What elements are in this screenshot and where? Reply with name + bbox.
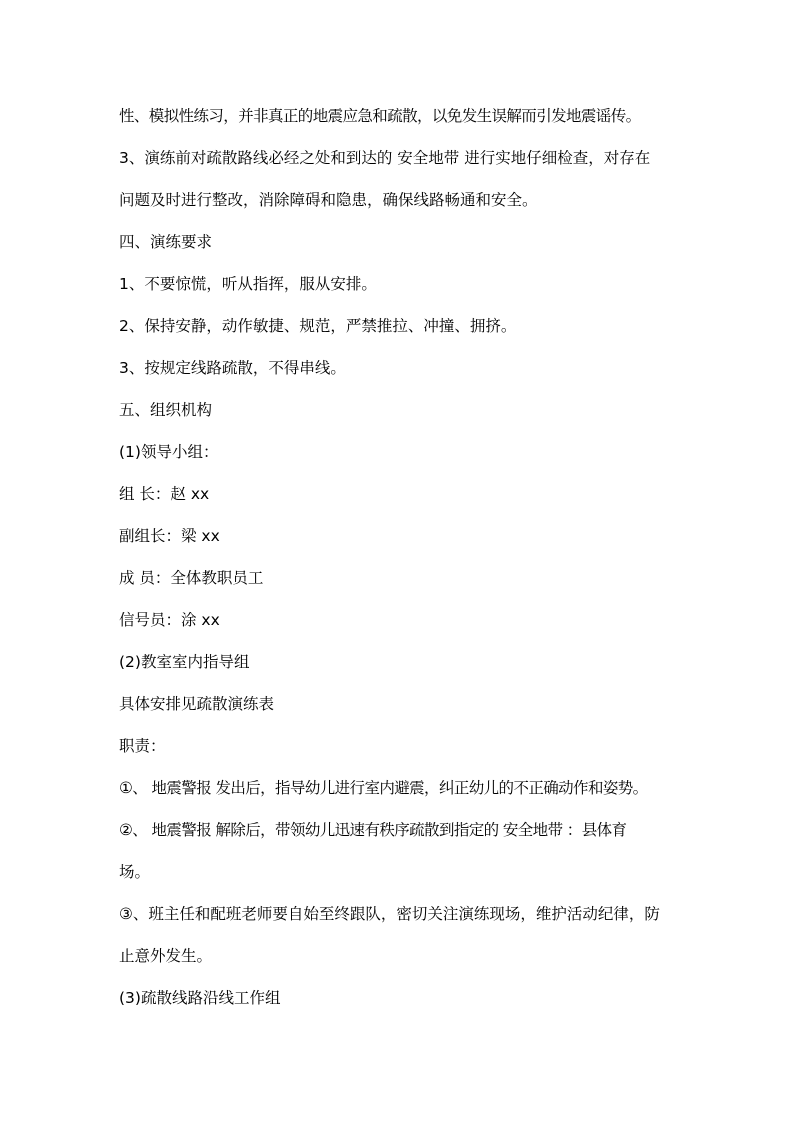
duties-label: 职责： — [119, 737, 166, 755]
duty-item-1: ①、 地震警报 发出后，指导幼儿进行室内避震，纠正幼儿的不正确动作和姿势。 — [119, 779, 648, 797]
duty-item-3-continued: 止意外发生。 — [119, 947, 213, 965]
requirement-item-3: 3、按规定线路疏散，不得串线。 — [119, 359, 346, 377]
subsection-classroom-guidance: (2)教室室内指导组 — [119, 653, 250, 671]
subsection-leadership-group: (1)领导小组： — [119, 443, 219, 461]
requirement-item-1: 1、不要惊慌，听从指挥，服从安排。 — [119, 275, 377, 293]
paragraph-line-1: 性、模拟性练习，并非真正的地震应急和疏散，以免发生误解而引发地震谣传。 — [119, 107, 641, 125]
section-heading-requirements: 四、演练要求 — [119, 233, 213, 251]
duty-item-3: ③、班主任和配班老师要自始至终跟队，密切关注演练现场，维护活动纪律，防 — [119, 905, 660, 923]
duty-item-2: ②、 地震警报 解除后，带领幼儿迅速有秩序疏散到指定的 安全地带 ：县体育 — [119, 821, 627, 839]
paragraph-line-3: 问题及时进行整改，消除障碍和隐患，确保线路畅通和安全。 — [119, 191, 538, 209]
signal-officer-entry: 信号员：涂 xx — [119, 611, 220, 629]
paragraph-line-2: 3、演练前对疏散路线必经之处和到达的 安全地带 进行实地仔细检查，对存在 — [119, 149, 651, 167]
subsection-evacuation-route-group: (3)疏散线路沿线工作组 — [119, 989, 281, 1007]
leader-entry: 组 长：赵 xx — [119, 485, 210, 503]
requirement-item-2: 2、保持安静，动作敏捷、规范，严禁推拉、冲撞、拥挤。 — [119, 317, 517, 335]
members-entry: 成 员：全体教职员工 — [119, 569, 264, 587]
section-heading-organization: 五、组织机构 — [119, 401, 213, 419]
arrangement-note: 具体安排见疏散演练表 — [119, 695, 275, 713]
duty-item-2-continued: 场。 — [119, 863, 151, 881]
deputy-leader-entry: 副组长：梁 xx — [119, 527, 220, 545]
